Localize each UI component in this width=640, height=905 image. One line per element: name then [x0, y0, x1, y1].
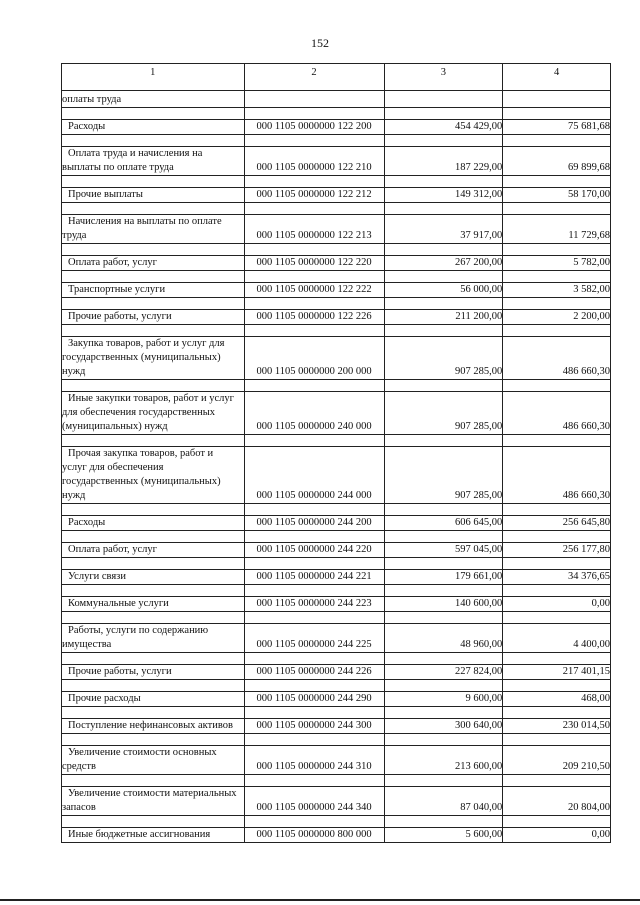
row-name-line: Работы, услуги по содержанию — [68, 625, 209, 636]
row-value-3: 300 640,00 — [384, 719, 503, 734]
row-value-3: 87 040,00 — [384, 787, 503, 816]
row-gap — [62, 380, 611, 392]
table-row — [62, 719, 611, 734]
row-value-4: 217 401,15 — [503, 665, 611, 680]
row-value-3: 267 200,00 — [384, 256, 503, 271]
row-gap — [62, 244, 611, 256]
row-name-line: государственных (муниципальных) — [62, 352, 221, 363]
row-value-4: 69 899,68 — [503, 147, 611, 176]
row-code: 000 1105 0000000 122 226 — [244, 310, 384, 325]
row-value-4: 486 660,30 — [503, 392, 611, 435]
row-value-3: 213 600,00 — [384, 746, 503, 775]
row-name-line: нужд — [62, 490, 86, 501]
row-name — [62, 719, 245, 734]
row-name-line: нужд — [62, 366, 86, 377]
table-row — [62, 624, 611, 653]
row-name-line: Расходы — [68, 517, 106, 528]
row-name — [62, 597, 245, 612]
header-row — [62, 64, 611, 91]
row-value-3: 140 600,00 — [384, 597, 503, 612]
header-col-4: 4 — [503, 64, 611, 91]
row-value-4: 34 376,65 — [503, 570, 611, 585]
continuation-row — [62, 91, 611, 108]
header-col-2: 2 — [244, 64, 384, 91]
row-name-line: Оплата труда и начисления на — [68, 148, 203, 159]
row-name — [62, 310, 245, 325]
row-code: 000 1105 0000000 244 220 — [244, 543, 384, 558]
table-row — [62, 787, 611, 816]
row-code: 000 1105 0000000 244 000 — [244, 447, 384, 504]
row-gap — [62, 680, 611, 692]
row-code: 000 1105 0000000 240 000 — [244, 392, 384, 435]
row-name-line: запасов — [62, 802, 96, 813]
row-name — [62, 665, 245, 680]
row-value-3: 907 285,00 — [384, 337, 503, 380]
row-value-3: 227 824,00 — [384, 665, 503, 680]
row-code: 000 1105 0000000 122 220 — [244, 256, 384, 271]
row-name-line: Оплата работ, услуг — [68, 544, 157, 555]
row-name-line: имущества — [62, 639, 112, 650]
row-value-4: 0,00 — [503, 828, 611, 843]
row-code: 000 1105 0000000 244 226 — [244, 665, 384, 680]
row-value-4: 20 804,00 — [503, 787, 611, 816]
row-value-4: 256 177,80 — [503, 543, 611, 558]
row-value-3: 211 200,00 — [384, 310, 503, 325]
row-name — [62, 188, 245, 203]
row-value-4: 4 400,00 — [503, 624, 611, 653]
row-name — [62, 624, 245, 653]
row-name-line: для обеспечения государственных — [62, 407, 215, 418]
row-code: 000 1105 0000000 244 225 — [244, 624, 384, 653]
row-name — [62, 392, 245, 435]
row-value-4: 486 660,30 — [503, 447, 611, 504]
row-value-4: 5 782,00 — [503, 256, 611, 271]
row-name-line: услуг для обеспечения — [62, 462, 164, 473]
row-gap — [62, 504, 611, 516]
row-gap — [62, 531, 611, 543]
table-row — [62, 692, 611, 707]
row-value-4: 468,00 — [503, 692, 611, 707]
table-row — [62, 447, 611, 504]
table-row — [62, 597, 611, 612]
row-name-line: государственных (муниципальных) — [62, 476, 221, 487]
table-row — [62, 746, 611, 775]
row-gap — [62, 558, 611, 570]
row-value-4: 75 681,68 — [503, 120, 611, 135]
row-name-line: Начисления на выплаты по оплате — [68, 216, 222, 227]
row-name — [62, 516, 245, 531]
table-row — [62, 570, 611, 585]
table-row — [62, 392, 611, 435]
row-code: 000 1105 0000000 244 300 — [244, 719, 384, 734]
row-value-3: 454 429,00 — [384, 120, 503, 135]
row-name-line: Прочие выплаты — [68, 189, 143, 200]
row-value-4: 58 170,00 — [503, 188, 611, 203]
row-code: 000 1105 0000000 122 222 — [244, 283, 384, 298]
row-value-3: 9 600,00 — [384, 692, 503, 707]
row-name-line: Расходы — [68, 121, 106, 132]
budget-table — [61, 63, 611, 843]
row-name-line: Услуги связи — [68, 571, 126, 582]
row-value-4: 11 729,68 — [503, 215, 611, 244]
row-name-line: Прочие работы, услуги — [68, 666, 172, 677]
continued-label: оплаты труда — [62, 91, 245, 108]
row-value-3: 5 600,00 — [384, 828, 503, 843]
row-value-3: 48 960,00 — [384, 624, 503, 653]
row-name-line: Закупка товаров, работ и услуг для — [68, 338, 225, 349]
row-name — [62, 337, 245, 380]
header-col-3: 3 — [384, 64, 503, 91]
row-name-line: труда — [62, 230, 87, 241]
row-gap — [62, 707, 611, 719]
row-value-3: 56 000,00 — [384, 283, 503, 298]
page-bottom-rule — [0, 899, 640, 901]
row-gap — [62, 775, 611, 787]
row-name — [62, 447, 245, 504]
row-gap — [62, 298, 611, 310]
row-value-4: 3 582,00 — [503, 283, 611, 298]
row-code: 000 1105 0000000 122 210 — [244, 147, 384, 176]
row-name-line: Прочая закупка товаров, работ и — [68, 448, 214, 459]
row-name-line: Оплата работ, услуг — [68, 257, 157, 268]
row-name-line: Прочие работы, услуги — [68, 311, 172, 322]
row-value-3: 597 045,00 — [384, 543, 503, 558]
row-name — [62, 283, 245, 298]
row-value-3: 187 229,00 — [384, 147, 503, 176]
row-name — [62, 147, 245, 176]
row-gap — [62, 135, 611, 147]
row-value-3: 37 917,00 — [384, 215, 503, 244]
row-gap — [62, 325, 611, 337]
row-code: 000 1105 0000000 244 340 — [244, 787, 384, 816]
row-code: 000 1105 0000000 244 310 — [244, 746, 384, 775]
row-gap — [62, 108, 611, 120]
row-gap — [62, 612, 611, 624]
row-value-4: 0,00 — [503, 597, 611, 612]
row-code: 000 1105 0000000 122 212 — [244, 188, 384, 203]
row-name-line: средств — [62, 761, 96, 772]
row-gap — [62, 435, 611, 447]
row-value-4: 486 660,30 — [503, 337, 611, 380]
table-row — [62, 828, 611, 843]
row-code: 000 1105 0000000 244 223 — [244, 597, 384, 612]
row-gap — [62, 816, 611, 828]
table-row — [62, 283, 611, 298]
row-name — [62, 215, 245, 244]
row-gap — [62, 203, 611, 215]
row-value-3: 179 661,00 — [384, 570, 503, 585]
row-name — [62, 828, 245, 843]
table-row — [62, 337, 611, 380]
row-value-4: 256 645,80 — [503, 516, 611, 531]
row-code: 000 1105 0000000 244 290 — [244, 692, 384, 707]
row-gap — [62, 271, 611, 283]
row-name — [62, 570, 245, 585]
row-name-line: Транспортные услуги — [68, 284, 166, 295]
row-code: 000 1105 0000000 800 000 — [244, 828, 384, 843]
row-name-line: выплаты по оплате труда — [62, 162, 174, 173]
row-name-line: (муниципальных) нужд — [62, 421, 168, 432]
header-col-1: 1 — [62, 64, 245, 91]
row-value-4: 2 200,00 — [503, 310, 611, 325]
row-name — [62, 120, 245, 135]
row-code: 000 1105 0000000 122 200 — [244, 120, 384, 135]
table-row — [62, 215, 611, 244]
row-value-4: 209 210,50 — [503, 746, 611, 775]
table-row — [62, 543, 611, 558]
row-gap — [62, 176, 611, 188]
row-name-line: Иные бюджетные ассигнования — [68, 829, 211, 840]
row-name — [62, 746, 245, 775]
table-row — [62, 147, 611, 176]
row-name-line: Коммунальные услуги — [68, 598, 169, 609]
row-code: 000 1105 0000000 122 213 — [244, 215, 384, 244]
row-gap — [62, 734, 611, 746]
row-value-3: 907 285,00 — [384, 392, 503, 435]
row-code: 000 1105 0000000 244 221 — [244, 570, 384, 585]
table-row — [62, 256, 611, 271]
table-row — [62, 188, 611, 203]
row-value-3: 149 312,00 — [384, 188, 503, 203]
table-row — [62, 310, 611, 325]
row-name-line: Поступление нефинансовых активов — [68, 720, 233, 731]
row-value-4: 230 014,50 — [503, 719, 611, 734]
row-gap — [62, 585, 611, 597]
row-name-line: Иные закупки товаров, работ и услуг — [68, 393, 234, 404]
table-row — [62, 665, 611, 680]
row-gap — [62, 653, 611, 665]
row-name-line: Прочие расходы — [68, 693, 141, 704]
table-row — [62, 120, 611, 135]
row-name-line: Увеличение стоимости материальных — [68, 788, 237, 799]
row-name — [62, 692, 245, 707]
page-number: 152 — [311, 36, 329, 50]
row-name-line: Увеличение стоимости основных — [68, 747, 217, 758]
row-code: 000 1105 0000000 200 000 — [244, 337, 384, 380]
row-value-3: 606 645,00 — [384, 516, 503, 531]
row-code: 000 1105 0000000 244 200 — [244, 516, 384, 531]
row-name — [62, 543, 245, 558]
row-name — [62, 787, 245, 816]
row-name — [62, 256, 245, 271]
row-value-3: 907 285,00 — [384, 447, 503, 504]
table-row — [62, 516, 611, 531]
